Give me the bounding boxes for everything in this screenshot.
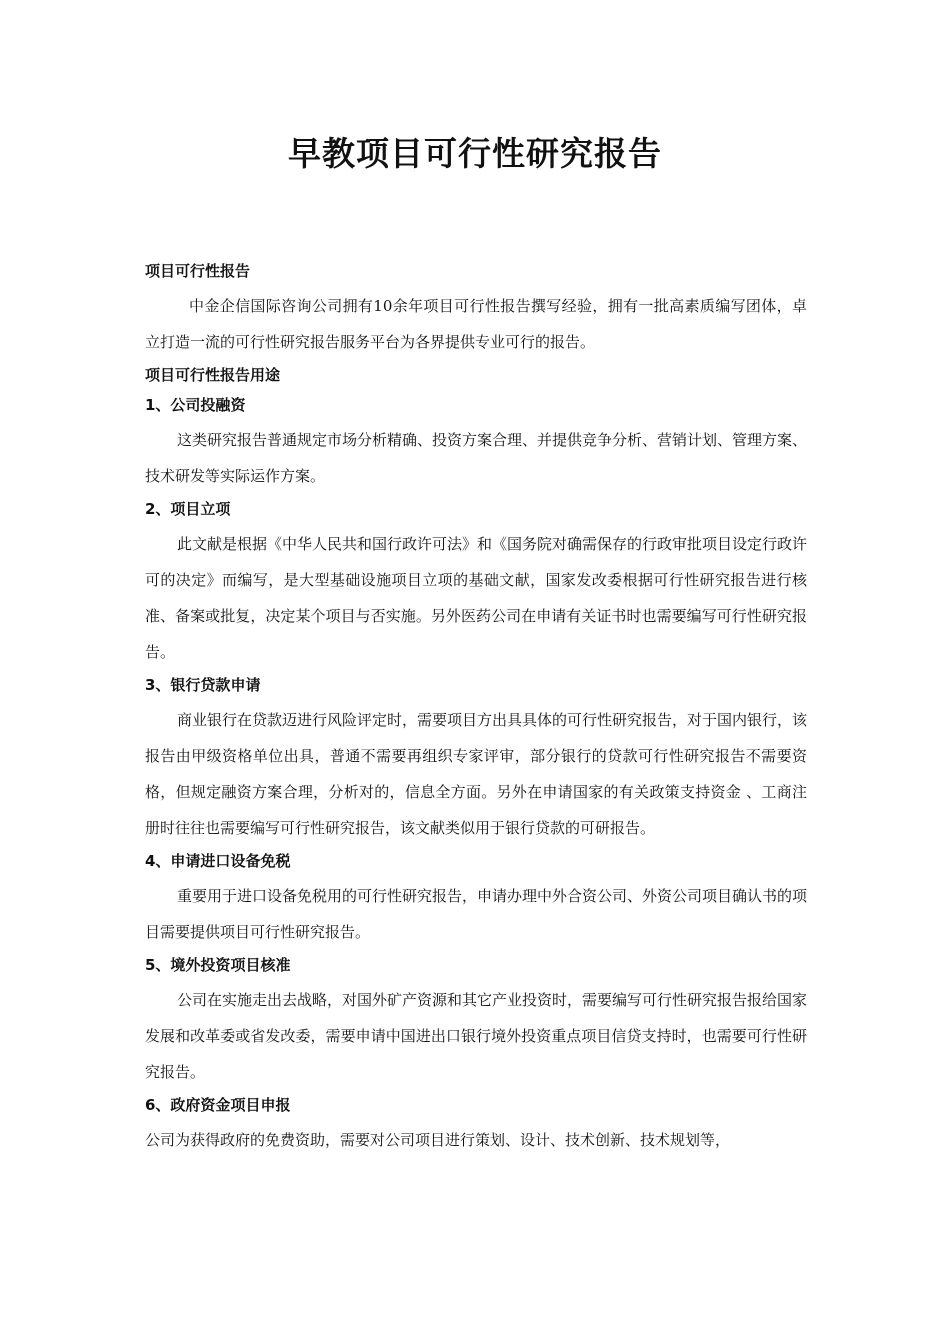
section-heading: 6、政府资金项目申报 — [145, 1096, 291, 1114]
section-paragraph: 公司为获得政府的免费资助，需要对公司项目进行策划、设计、技术创新、技术规划等， — [145, 1131, 731, 1149]
section-heading: 4、申请进口设备免税 — [145, 852, 291, 870]
section-heading: 3、银行贷款申请 — [145, 676, 261, 694]
document-title: 早教项目可行性研究报告 — [288, 134, 662, 173]
section-paragraph: 这类研究报告普通规定市场分析精确、投资方案合理、并提供竞争分析、营销计划、管理方案、技术研发等实际运作方案。 — [145, 431, 808, 485]
section-heading: 项目可行性报告 — [145, 262, 251, 280]
section-heading: 5、境外投资项目核准 — [145, 956, 291, 974]
section-heading: 1、公司投融资 — [145, 396, 246, 414]
section-paragraph: 重要用于进口设备免税用的可行性研究报告，申请办理中外合资公司、外资公司项目确认书的项目需要提供项目可行性研究报告。 — [145, 887, 808, 941]
section-paragraph: 公司在实施走出去战略，对国外矿产资源和其它产业投资时，需要编写可行性研究报告报给国家发展和改革委或省发改委，需要申请中国进出口银行境外投资重点项目信贷支持时，也需要可行性研究报告。 — [145, 991, 808, 1081]
document-body — [145, 258, 807, 1160]
section-paragraph: 此文献是根据《中华人民共和国行政许可法》和《国务院对确需保存的行政审批项目设定行政许可的决定》而编写，是大型基础设施项目立项的基础文献，国家发改委根据可行性研究报告进行核准、备案或批复，决定某个项目与否实施。另外医药公司在申请有关证书时也需要编写可行性研究报告。 — [145, 535, 808, 661]
section-heading: 项目可行性报告用途 — [145, 366, 281, 384]
section-paragraph: 中金企信国际咨询公司拥有10余年项目可行性报告撰写经验，拥有一批高素质编写团体，卓立打造一流的可行性研究报告服务平台为各界提供专业可行的报告。 — [145, 297, 807, 351]
section-paragraph: 商业银行在贷款迈进行风险评定时，需要项目方出具具体的可行性研究报告，对于国内银行，该报告由甲级资格单位出具，普通不需要再组织专家评审，部分银行的贷款可行性研究报告不需要资格，但规定融资方案合理，分析对的，信息全方面。另外在申请国家的有关政策支持资金 、工商注册时往往也需要编写可行性研究报告，该文献类似用于银行贷款的可研报告。 — [145, 711, 808, 837]
section-heading: 2、项目立项 — [145, 500, 231, 518]
